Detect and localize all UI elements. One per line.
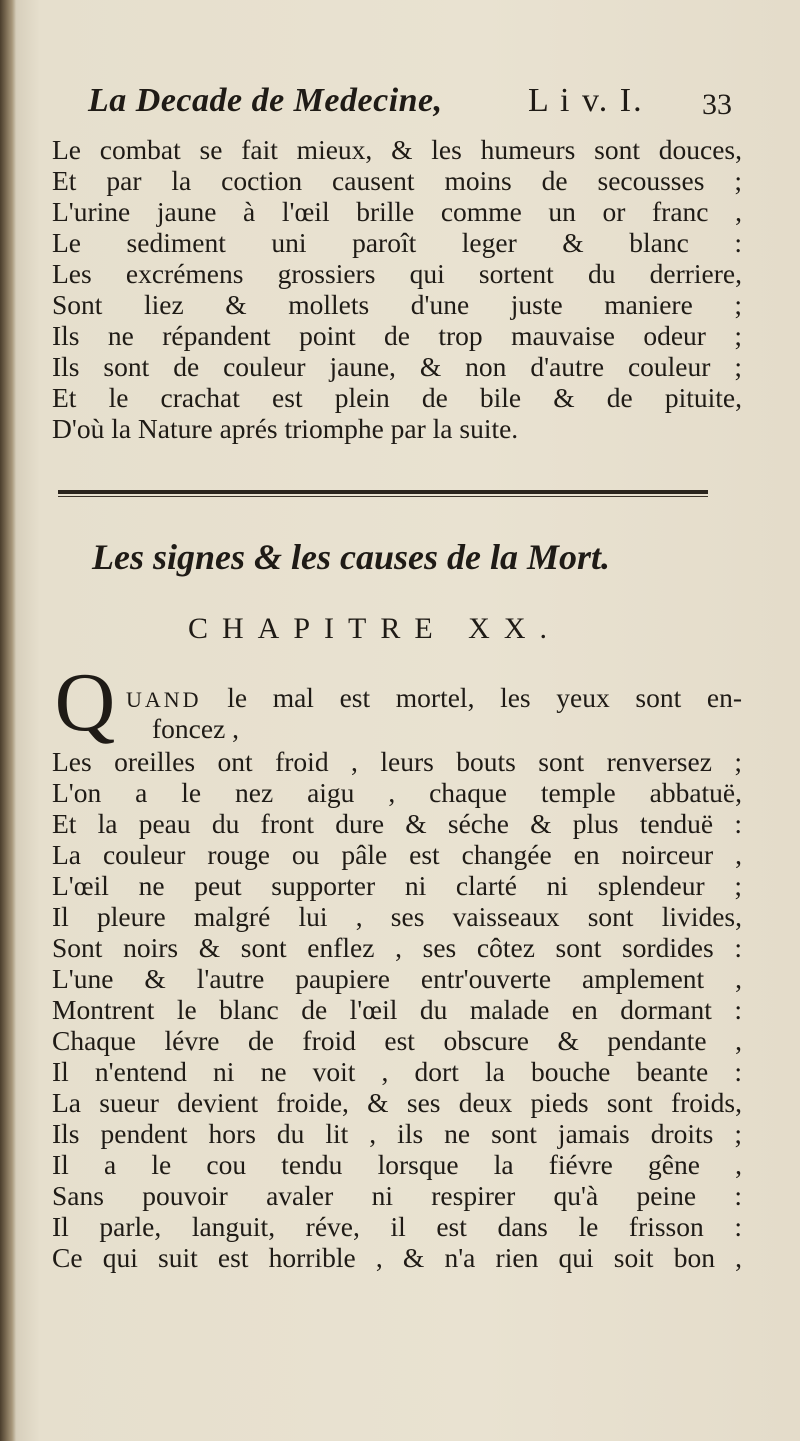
verse-line: Et la peau du front dure & séche & plus tenduë :	[52, 808, 742, 839]
verse-line: Chaque lévre de froid est obscure & pendante ,	[52, 1025, 742, 1056]
drop-cap: Q	[54, 656, 116, 749]
verse-line: Ils pendent hors du lit , ils ne sont jamais droits ;	[52, 1118, 742, 1149]
verse-line: Ils ne répandent point de trop mauvaise odeur ;	[52, 320, 742, 351]
running-header	[88, 82, 748, 130]
verse-second-line: foncez ,	[152, 713, 240, 744]
verse-line: Montrent le blanc de l'œil du malade en dormant :	[52, 994, 742, 1025]
verse-line: Il n'entend ni ne voit , dort la bouche beante :	[52, 1056, 742, 1087]
verse-line: Il a le cou tendu lorsque la fiévre gêne ,	[52, 1149, 742, 1180]
verse-line: Il parle, languit, réve, il est dans le frisson :	[52, 1211, 742, 1242]
verse-line: Les oreilles ont froid , leurs bouts sont renversez ;	[52, 746, 742, 777]
running-title: La Decade de Medecine,	[88, 82, 443, 119]
verse-line: Le sediment uni paroît leger & blanc :	[52, 227, 742, 258]
section-divider-thin	[58, 496, 708, 497]
verse-line: Sans pouvoir avaler ni respirer qu'à peine :	[52, 1180, 742, 1211]
verse-line: Sont noirs & sont enflez , ses côtez sont sordides :	[52, 932, 742, 963]
verse-line: Il pleure malgré lui , ses vaisseaux sont livides,	[52, 901, 742, 932]
verse-line: La couleur rouge ou pâle est changée en noirceur ,	[52, 839, 742, 870]
verse-line: La sueur devient froide, & ses deux pieds sont froids,	[52, 1087, 742, 1118]
verse-line: Sont liez & mollets d'une juste maniere ;	[52, 289, 742, 320]
verse-line: Et le crachat est plein de bile & de pituite,	[52, 382, 742, 413]
verse-passage-2	[52, 746, 742, 1273]
section-divider	[58, 490, 708, 494]
chapter-number: CHAPITRE XX.	[188, 612, 562, 645]
verse-line: L'œil ne peut supporter ni clarté ni splendeur ;	[52, 870, 742, 901]
verse-line: L'urine jaune à l'œil brille comme un or franc ,	[52, 196, 742, 227]
small-caps-word: UAND	[126, 687, 202, 712]
first-line-rest: le mal est mortel, les yeux sont en-	[201, 682, 742, 713]
verse-line: L'on a le nez aigu , chaque temple abbatuë,	[52, 777, 742, 808]
verse-line: D'où la Nature aprés triomphe par la suite.	[52, 413, 519, 444]
book-spine-shadow	[0, 0, 16, 1441]
verse-line: Et par la coction causent moins de secousses ;	[52, 165, 742, 196]
page-number: 33	[702, 88, 732, 121]
verse-first-line	[126, 682, 742, 715]
verse-line: Ils sont de couleur jaune, & non d'autre couleur ;	[52, 351, 742, 382]
verse-line: Ce qui suit est horrible , & n'a rien qui soit bon ,	[52, 1242, 742, 1273]
verse-passage-1	[52, 134, 742, 444]
chapter-title: Les signes & les causes de la Mort.	[92, 537, 610, 577]
verse-line: Les excrémens grossiers qui sortent du derriere,	[52, 258, 742, 289]
verse-line: L'une & l'autre paupiere entr'ouverte amplement ,	[52, 963, 742, 994]
book-number: L i v. I.	[528, 82, 644, 119]
verse-line: Le combat se fait mieux, & les humeurs sont douces,	[52, 134, 742, 165]
